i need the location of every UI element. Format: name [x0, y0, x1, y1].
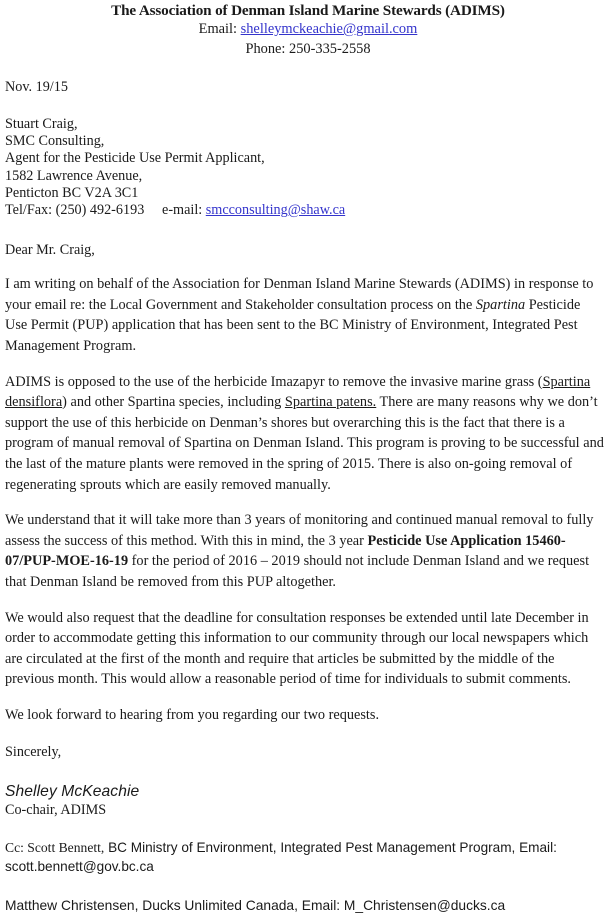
signature-name: Shelley McKeachie: [5, 782, 140, 800]
letterhead-phone-line: Phone: 250-335-2558: [245, 40, 371, 57]
paragraph-3-text-b: for the period of 2016 – 2019 should not include Denman Island and we request that Denman Island be removed from this PUP altogether.: [5, 553, 590, 590]
paragraph-5: We look forward to hearing from you regarding our two requests.: [5, 706, 380, 723]
paragraph-1-text-a: I am writing on behalf of the Association for Denman Island Marine Stewards (ADIMS) in response to your email re: the Local Government and Stakeholder consultation process on the: [5, 276, 594, 313]
paragraph-2-text-c: There are many reasons why we don’t support the use of this herbicide on Denman’s shores but overarching this is the fact that there is a program of manual removal of Spartina on Denman Island. This program is proving to be successful and the last of the mature plants were removed in the spring of 2015. There is also on-going removal of regenerating sprouts which are easily removed manually.: [5, 394, 604, 493]
organization-title: The Association of Denman Island Marine Stewards (ADIMS): [111, 2, 505, 19]
paragraph-3-text-a: We understand that it will take more than 3 years of monitoring and continued manual removal to fully assess the success of this method. With this in mind, the 3 year: [5, 512, 594, 549]
paragraph-1-text-b: Pesticide Use Permit (PUP) application that has been sent to the BC Ministry of Environment, Integrated Pest Management Program.: [5, 296, 581, 354]
recipient-email-label: e-mail:: [162, 202, 206, 219]
paragraph-4: We would also request that the deadline for consultation responses be extended until late December in order to accommodate getting this information to our community through our local newspapers which are circulated at the first of the month and require that articles be submitted by the middle of the previous month. This would allow a reasonable period of time for individuals to submit comments.: [5, 609, 589, 688]
paragraph-2-text-b: ) and other Spartina species, including: [62, 394, 285, 411]
email-label: Email:: [198, 21, 241, 37]
letterhead-email-link[interactable]: shelleymckeachie@gmail.com: [240, 21, 418, 37]
species-name-underlined-densiflora: Spartina densiflora: [5, 373, 591, 411]
cc-line-2: Matthew Christensen, Ducks Unlimited Canada, Email: M_Christensen@ducks.ca: [5, 898, 506, 914]
species-name-italic: Spartina: [475, 296, 526, 313]
cc-line-1: [5, 838, 605, 877]
recipient-contact-line: [5, 202, 605, 219]
recipient-name: Stuart Craig,: [5, 116, 78, 132]
permit-application-number: Pesticide Use Application 15460-07/PUP-MOE-16-19: [5, 532, 566, 570]
recipient-company: SMC Consulting,: [5, 133, 105, 150]
paragraph-1: [5, 274, 605, 356]
cc-line-1-rest: BC Ministry of Environment, Integrated Pest Management Program, Email: scott.bennett@gov.bc.ca: [5, 839, 557, 874]
paragraph-2-text-a: ADIMS is opposed to the use of the herbicide Imazapyr to remove the invasive marine grass (: [5, 373, 543, 390]
cc-lead-label: Cc: Scott Bennett,: [5, 839, 105, 855]
recipient-role: Agent for the Pesticide Use Permit Applicant,: [5, 150, 265, 167]
signature-role: Co-chair, ADIMS: [5, 801, 107, 818]
letterhead: [0, 0, 616, 59]
recipient-address-block: [5, 116, 605, 219]
salutation: Dear Mr. Craig,: [5, 242, 95, 259]
letterhead-email-line: [0, 20, 616, 40]
closing-sincerely: Sincerely,: [5, 743, 62, 760]
species-name-underlined-patens: Spartina patens.: [284, 394, 377, 411]
recipient-city: Penticton BC V2A 3C1: [5, 184, 139, 201]
paragraph-3: [5, 510, 605, 592]
letter-body: [0, 78, 616, 916]
recipient-tel-label: Tel/Fax: (250) 492-6193: [5, 202, 145, 219]
recipient-street: 1582 Lawrence Avenue,: [5, 167, 143, 184]
recipient-email-link[interactable]: smcconsulting@shaw.ca: [205, 202, 346, 219]
paragraph-2: [5, 372, 605, 496]
letter-date: Nov. 19/15: [5, 79, 68, 95]
